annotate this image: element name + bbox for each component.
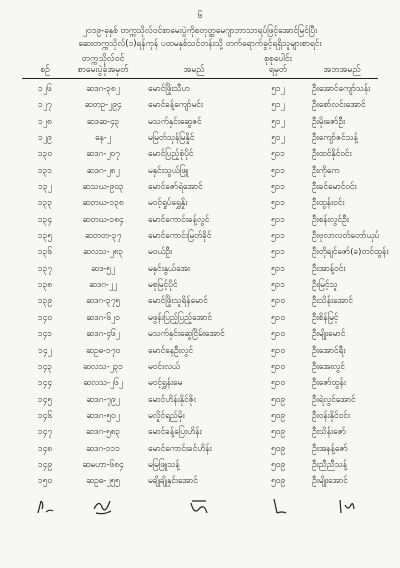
cell-name: မဝင့်ရွှန်းမေ xyxy=(148,377,183,388)
cell-name: မောင်နေဦးလွင် xyxy=(148,344,194,355)
table-row xyxy=(22,227,378,243)
table-row xyxy=(22,276,378,292)
cell-name: မသက်နှင်းဆွေငြိမ်းအောင် xyxy=(148,328,225,339)
table-row xyxy=(22,407,378,423)
header-name: အမည် xyxy=(183,65,205,75)
cell-roll: နေ-၂ xyxy=(95,132,111,143)
table-row xyxy=(22,309,378,325)
cell-name: မချိုချိုနှင်းအောင် xyxy=(148,475,198,486)
cell-no: ၁၂၇ xyxy=(38,99,52,110)
cell-father: ဦးသိန်းအောင် xyxy=(312,295,353,306)
cell-father: ဦးမိုးဇော်ဦး xyxy=(312,115,346,126)
cell-father: ဦးဗုလာလတ်တော်ယုပ် xyxy=(312,230,380,241)
cell-no: ၁၂၈ xyxy=(38,115,52,126)
cell-father: ဦးအောင်ကျော်သန်း xyxy=(312,83,371,93)
table-body xyxy=(22,80,389,489)
cell-name: မမြဖြူသန့် xyxy=(148,458,180,469)
cell-score: ၅၁၂ xyxy=(271,83,285,93)
cell-roll: ဆတဥ-၂၉၄ xyxy=(84,99,122,110)
signature-mark-5 xyxy=(306,493,378,519)
cell-score: ၅၁၀ xyxy=(270,295,285,306)
table-row xyxy=(22,472,378,488)
cell-no: ၁၂၆ xyxy=(38,83,52,93)
cell-name: မောင်ကောင်းမြတ်ခိုင် xyxy=(148,230,212,241)
cell-score: ၅၀၉ xyxy=(270,409,285,420)
cell-no: ၁၄၈ xyxy=(37,442,53,453)
cell-no: ၁၃၅ xyxy=(37,230,52,241)
signature-mark-3 xyxy=(138,493,250,519)
table-row xyxy=(22,260,378,276)
signature-mark-4 xyxy=(250,493,306,519)
table-row xyxy=(22,292,378,308)
table-row xyxy=(22,423,378,439)
cell-name: မလှိုင်ရည်မိုး xyxy=(148,409,185,420)
cell-father: ဦးညီညီသန့် xyxy=(312,458,348,469)
cell-roll: ဆဒဂ-၇၉၂ xyxy=(86,393,120,404)
cell-name: မစုမြင့်ပိုင် xyxy=(148,279,178,290)
cell-name: မောင်ကောင်းခန့်လွင် xyxy=(148,213,210,224)
cell-roll: ဆဥဓ-၂၅၅ xyxy=(86,475,120,486)
table-row xyxy=(22,113,378,129)
cell-no: ၁၃၂ xyxy=(38,181,52,192)
cell-no: ၁၄၂ xyxy=(38,344,52,355)
cell-no: ၁၅၀ xyxy=(37,475,52,486)
table-row xyxy=(22,440,378,456)
cell-name: မောင်ကောင်းခင်ဟိန်း xyxy=(148,442,212,453)
cell-roll: ဆလသ-၂၆၂ xyxy=(83,377,123,388)
cell-no: ၁၃၃ xyxy=(37,197,52,208)
cell-roll: ဆသဃ-၉၀၃ xyxy=(82,181,124,192)
signature-mark-1 xyxy=(22,493,68,519)
cell-roll: ဆဒဆ-၄၃ xyxy=(86,115,120,126)
cell-roll: ဆမဟာ-၆၈၄ xyxy=(82,458,124,469)
cell-roll: ဆဒဂ-၅၀၂ xyxy=(86,409,120,420)
cell-father: ဦးရဲလွင်အောင် xyxy=(312,393,356,404)
table-row xyxy=(22,358,378,374)
table-row xyxy=(22,145,378,161)
signature-mark-2 xyxy=(68,493,138,519)
cell-roll: ဆဒဂ-၆၂၀ xyxy=(86,311,120,322)
cell-score: ၅၁၁ xyxy=(270,148,285,159)
header-no: စဉ် xyxy=(40,65,50,75)
cell-score: ၅၁၀ xyxy=(270,328,285,339)
cell-father: ဦးကျော်ဇင်သန့် xyxy=(312,132,358,143)
cell-father: ဦးကိုကေ xyxy=(312,164,340,175)
cell-father: ဦးစော်လင်းအောင် xyxy=(312,99,366,110)
cell-father: ဦးထွန်းဝင်း xyxy=(312,197,345,208)
title-line-1: ၂၀၁၉-ခုနှစ် တက္ကသိုလ်ဝင်စာမေးပွဲကိုစတုတ္ထမေဂျာဘာသာရပ်ဖြင့်အောင်မြင်ပြီး xyxy=(82,25,318,35)
cell-roll: ဆတဃ-၁၈၄ xyxy=(82,213,124,224)
cell-no: ၁၃၁ xyxy=(37,164,52,175)
cell-name: မောင်ခန့်ပြေးဟိန်း xyxy=(148,426,202,437)
cell-no: ၁၂၉ xyxy=(38,132,52,143)
table-row xyxy=(22,391,378,407)
cell-roll: ဆဒဂ-၂၈၂ xyxy=(86,164,120,175)
cell-no: ၁၃၀ xyxy=(37,148,52,159)
signature-marks xyxy=(22,493,378,519)
cell-score: ၅၁၁ xyxy=(270,279,285,290)
header-roll-line-2: စာမေးပွဲခုံအမှတ် xyxy=(77,65,129,75)
cell-father: ဦးခင်မောင်ဝင်း xyxy=(312,181,357,192)
table-row xyxy=(22,211,378,227)
cell-name: မဝင်းလယ် xyxy=(148,360,180,371)
cell-score: ၅၁၁ xyxy=(270,197,285,208)
table-row xyxy=(22,325,378,341)
header-score-line-2: ရမှတ် xyxy=(268,65,288,75)
table-row xyxy=(22,80,378,96)
header-father: အဘအမည် xyxy=(323,65,361,75)
table-row xyxy=(22,374,378,390)
cell-score: ၅၁၁ xyxy=(270,246,285,257)
cell-name: မသက်နှင်းဆွေဇင် xyxy=(148,115,202,126)
title-line-2: ဆေးတက္ကသိုလ်(၁)ရန်ကုန် ပထမနှစ်သင်တန်းသို့ တက်ရောက်ခွင့်ရရှိသူများစာရင်း xyxy=(78,38,322,48)
page-number: ၆ xyxy=(197,11,203,21)
cell-score: ၅၁၂ xyxy=(271,115,285,126)
cell-roll: ဆဒဂ-၂၀၇ xyxy=(86,148,120,159)
cell-name: မောင်ပြည့်စုံပိုင် xyxy=(148,148,194,159)
header-score xyxy=(250,54,306,76)
cell-no: ၁၃၄ xyxy=(37,213,52,224)
table-row xyxy=(22,342,378,358)
cell-score: ၅၀၉ xyxy=(270,442,285,453)
cell-roll: ဆဒဂ-၅၈၃ xyxy=(85,426,121,437)
cell-no: ၁၃၉ xyxy=(37,295,52,306)
cell-father: ဦးမျိုးမောင် xyxy=(312,328,346,339)
table-header xyxy=(22,54,378,78)
cell-score: ၅၁၁ xyxy=(270,262,285,273)
cell-name: မမြတ်သုန်မြနှိုင် xyxy=(148,132,195,143)
cell-father: ဦးဇော်ထွန်း xyxy=(312,377,346,388)
header-rule xyxy=(22,78,378,79)
cell-name: မောင်ဟိန်းနိုင်ဇိုး xyxy=(148,393,196,404)
cell-name: မနှင်းနွယ်အေး xyxy=(148,262,190,273)
cell-score: ၅၁၂ xyxy=(271,132,285,143)
cell-no: ၁၄၄ xyxy=(37,377,52,388)
header-roll xyxy=(68,54,138,76)
table-row xyxy=(22,178,378,194)
cell-father: ဦးအေးလွင် xyxy=(312,360,345,371)
cell-roll: ဆဒဂ-၂၂ xyxy=(88,279,118,290)
table-row xyxy=(22,162,378,178)
cell-father: ဦးအောင်ရီး xyxy=(312,344,346,355)
cell-score: ၅၁၁ xyxy=(270,164,285,175)
cell-score: ၅၁၂ xyxy=(271,99,285,110)
cell-roll: ဆလသ-၂၃၁ xyxy=(82,360,124,371)
cell-score: ၅၀၉ xyxy=(270,458,285,469)
cell-score: ၅၁၀ xyxy=(270,360,285,371)
cell-father: ဦးတိုချင်ဇော်(ခ)တင်ထွန်း xyxy=(312,246,389,257)
table-row xyxy=(22,243,389,259)
cell-father: ဦးအနန့်ဇော် xyxy=(312,442,348,453)
cell-no: ၁၄၉ xyxy=(37,458,52,469)
cell-no: ၁၄၅ xyxy=(37,393,52,404)
cell-no: ၁၃၇ xyxy=(37,262,52,273)
cell-father: ဦးမြင့်သူ xyxy=(312,279,338,290)
cell-name: မောင်ခန့်ကျော်မင်း xyxy=(148,99,204,110)
cell-roll: ဆလသ-၂၈၃ xyxy=(82,246,124,257)
cell-name: မောင်ဇော်ရဲအောင် xyxy=(148,181,203,192)
cell-no: ၁၄၀ xyxy=(37,311,52,322)
cell-father: ဦးအာန့်ဝင်း xyxy=(312,262,346,273)
cell-roll: ဆတတ-၃၇ xyxy=(84,230,122,241)
cell-roll: ဆဒဂ-၁၁၁ xyxy=(85,442,121,453)
cell-name: မဖွန်းပြည့်ပြည့်အောင် xyxy=(148,311,212,322)
cell-score: ၅၀၉ xyxy=(270,475,285,486)
cell-no: ၁၃၈ xyxy=(37,279,53,290)
cell-no: ၁၄၇ xyxy=(37,426,52,437)
cell-name: မောင်ဖြိုးသီဟ xyxy=(148,83,190,93)
cell-no: ၁၄၃ xyxy=(37,360,52,371)
cell-father: ဦးမျိုးအောင် xyxy=(312,475,348,486)
cell-score: ၅၁၁ xyxy=(270,213,285,224)
cell-score: ၅၁၀ xyxy=(270,377,285,388)
cell-roll: ဆတဃ-၁၃၈ xyxy=(82,197,124,208)
cell-roll: ဆဒ-၅၂ xyxy=(90,262,116,273)
cell-score: ၅၁၁ xyxy=(270,181,285,192)
cell-name: မနှင်းသွယ်ဖြူ xyxy=(148,164,189,175)
cell-father: ဦးထင်နိုင်ဝင်း xyxy=(312,148,352,159)
cell-father: ဦးသိန်းဇော် xyxy=(312,426,346,437)
cell-name: မောင်ဖြိုးသူရိန်မောင် xyxy=(148,295,208,306)
cell-no: ၁၃၆ xyxy=(37,246,52,257)
cell-score: ၅၀၉ xyxy=(270,426,285,437)
cell-father: ဦးစန်းလွင်ဦး xyxy=(312,213,349,224)
header-roll-line-1: တက္ကသိုလ်ဝင် xyxy=(81,54,125,64)
table-row xyxy=(22,456,378,472)
cell-score: ၅၁၀ xyxy=(270,344,285,355)
cell-score: ၅၀၉ xyxy=(270,393,285,404)
cell-roll: ဆဥဓ-၁၇၀ xyxy=(85,344,121,355)
cell-score: ၅၁၀ xyxy=(270,311,285,322)
document-title xyxy=(22,24,378,50)
table-row xyxy=(22,96,378,112)
table-row xyxy=(22,194,378,210)
header-score-line-1: စုစုပေါင်း xyxy=(264,54,292,64)
cell-no: ၁၄၁ xyxy=(37,328,52,339)
cell-roll: ဆဒဂ-၄၆၂ xyxy=(86,328,120,339)
cell-no: ၁၄၆ xyxy=(37,409,52,420)
cell-father: ဦးစိန်မြင့် xyxy=(312,311,339,322)
cell-father: ဦးဝန်းနိုင်ဝင်း xyxy=(312,409,351,420)
cell-name: မဝင့်ရှုပ်ရွှေနှိုး xyxy=(148,197,188,208)
table-row xyxy=(22,129,378,145)
cell-roll: ဆဒဂ-၃၇၅ xyxy=(85,295,121,306)
cell-name: မဝယ်ဦး xyxy=(148,246,173,257)
cell-score: ၅၁၁ xyxy=(270,230,285,241)
cell-roll: ဆဒဂ-၃၈၂ xyxy=(86,83,120,93)
